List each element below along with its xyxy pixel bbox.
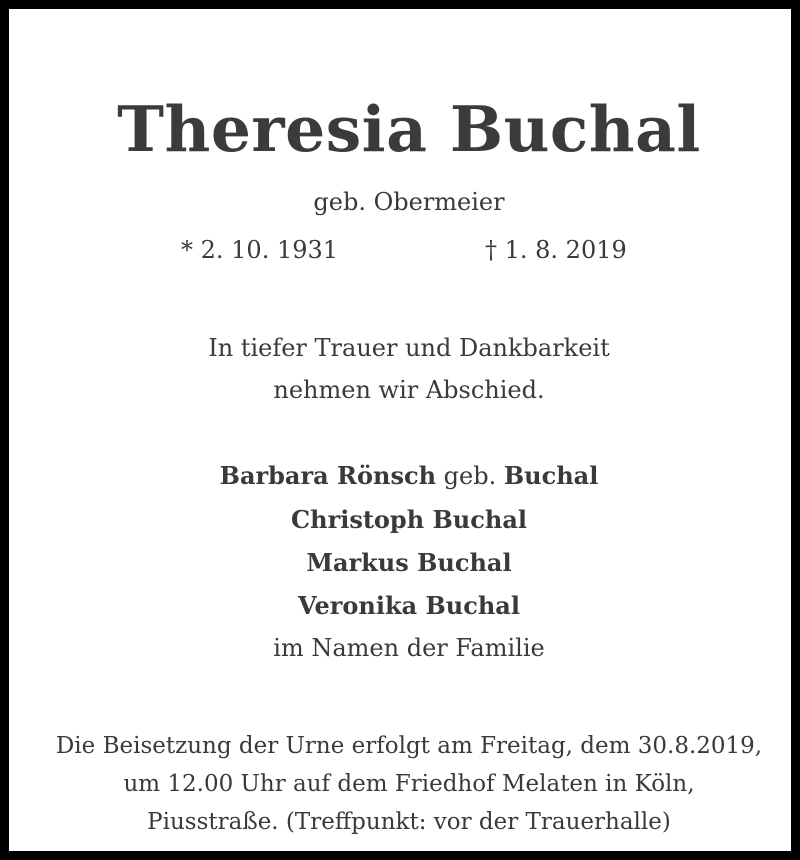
birth-date: * 2. 10. 1931 xyxy=(181,236,339,264)
family-member: Markus Buchal xyxy=(306,548,512,577)
family-member-first xyxy=(9,454,800,498)
family-list xyxy=(9,454,800,670)
maiden-name: geb. Obermeier xyxy=(313,188,505,216)
family-member-maiden: Buchal xyxy=(503,461,599,490)
deceased-name: Theresia Buchal xyxy=(117,92,701,166)
death-date: † 1. 8. 2019 xyxy=(485,236,627,264)
family-connector: geb. xyxy=(443,462,497,490)
family-member: Christoph Buchal xyxy=(291,505,527,534)
family-member: Veronika Buchal xyxy=(298,591,520,620)
funeral-line: um 12.00 Uhr auf dem Friedhof Melaten in Köln, xyxy=(123,771,695,797)
funeral-line: Piusstraße. (Treffpunkt: vor der Trauerhalle) xyxy=(147,809,671,835)
funeral-line: Die Beisetzung der Urne erfolgt am Freitag, dem 30.8.2019, xyxy=(55,733,763,759)
funeral-details xyxy=(9,727,800,841)
mourning-text xyxy=(9,327,800,411)
family-closing: im Namen der Familie xyxy=(273,634,545,662)
family-member-name: Barbara Rönsch xyxy=(219,461,437,490)
mourning-line: nehmen wir Abschied. xyxy=(273,376,545,404)
mourning-line: In tiefer Trauer und Dankbarkeit xyxy=(208,334,610,362)
